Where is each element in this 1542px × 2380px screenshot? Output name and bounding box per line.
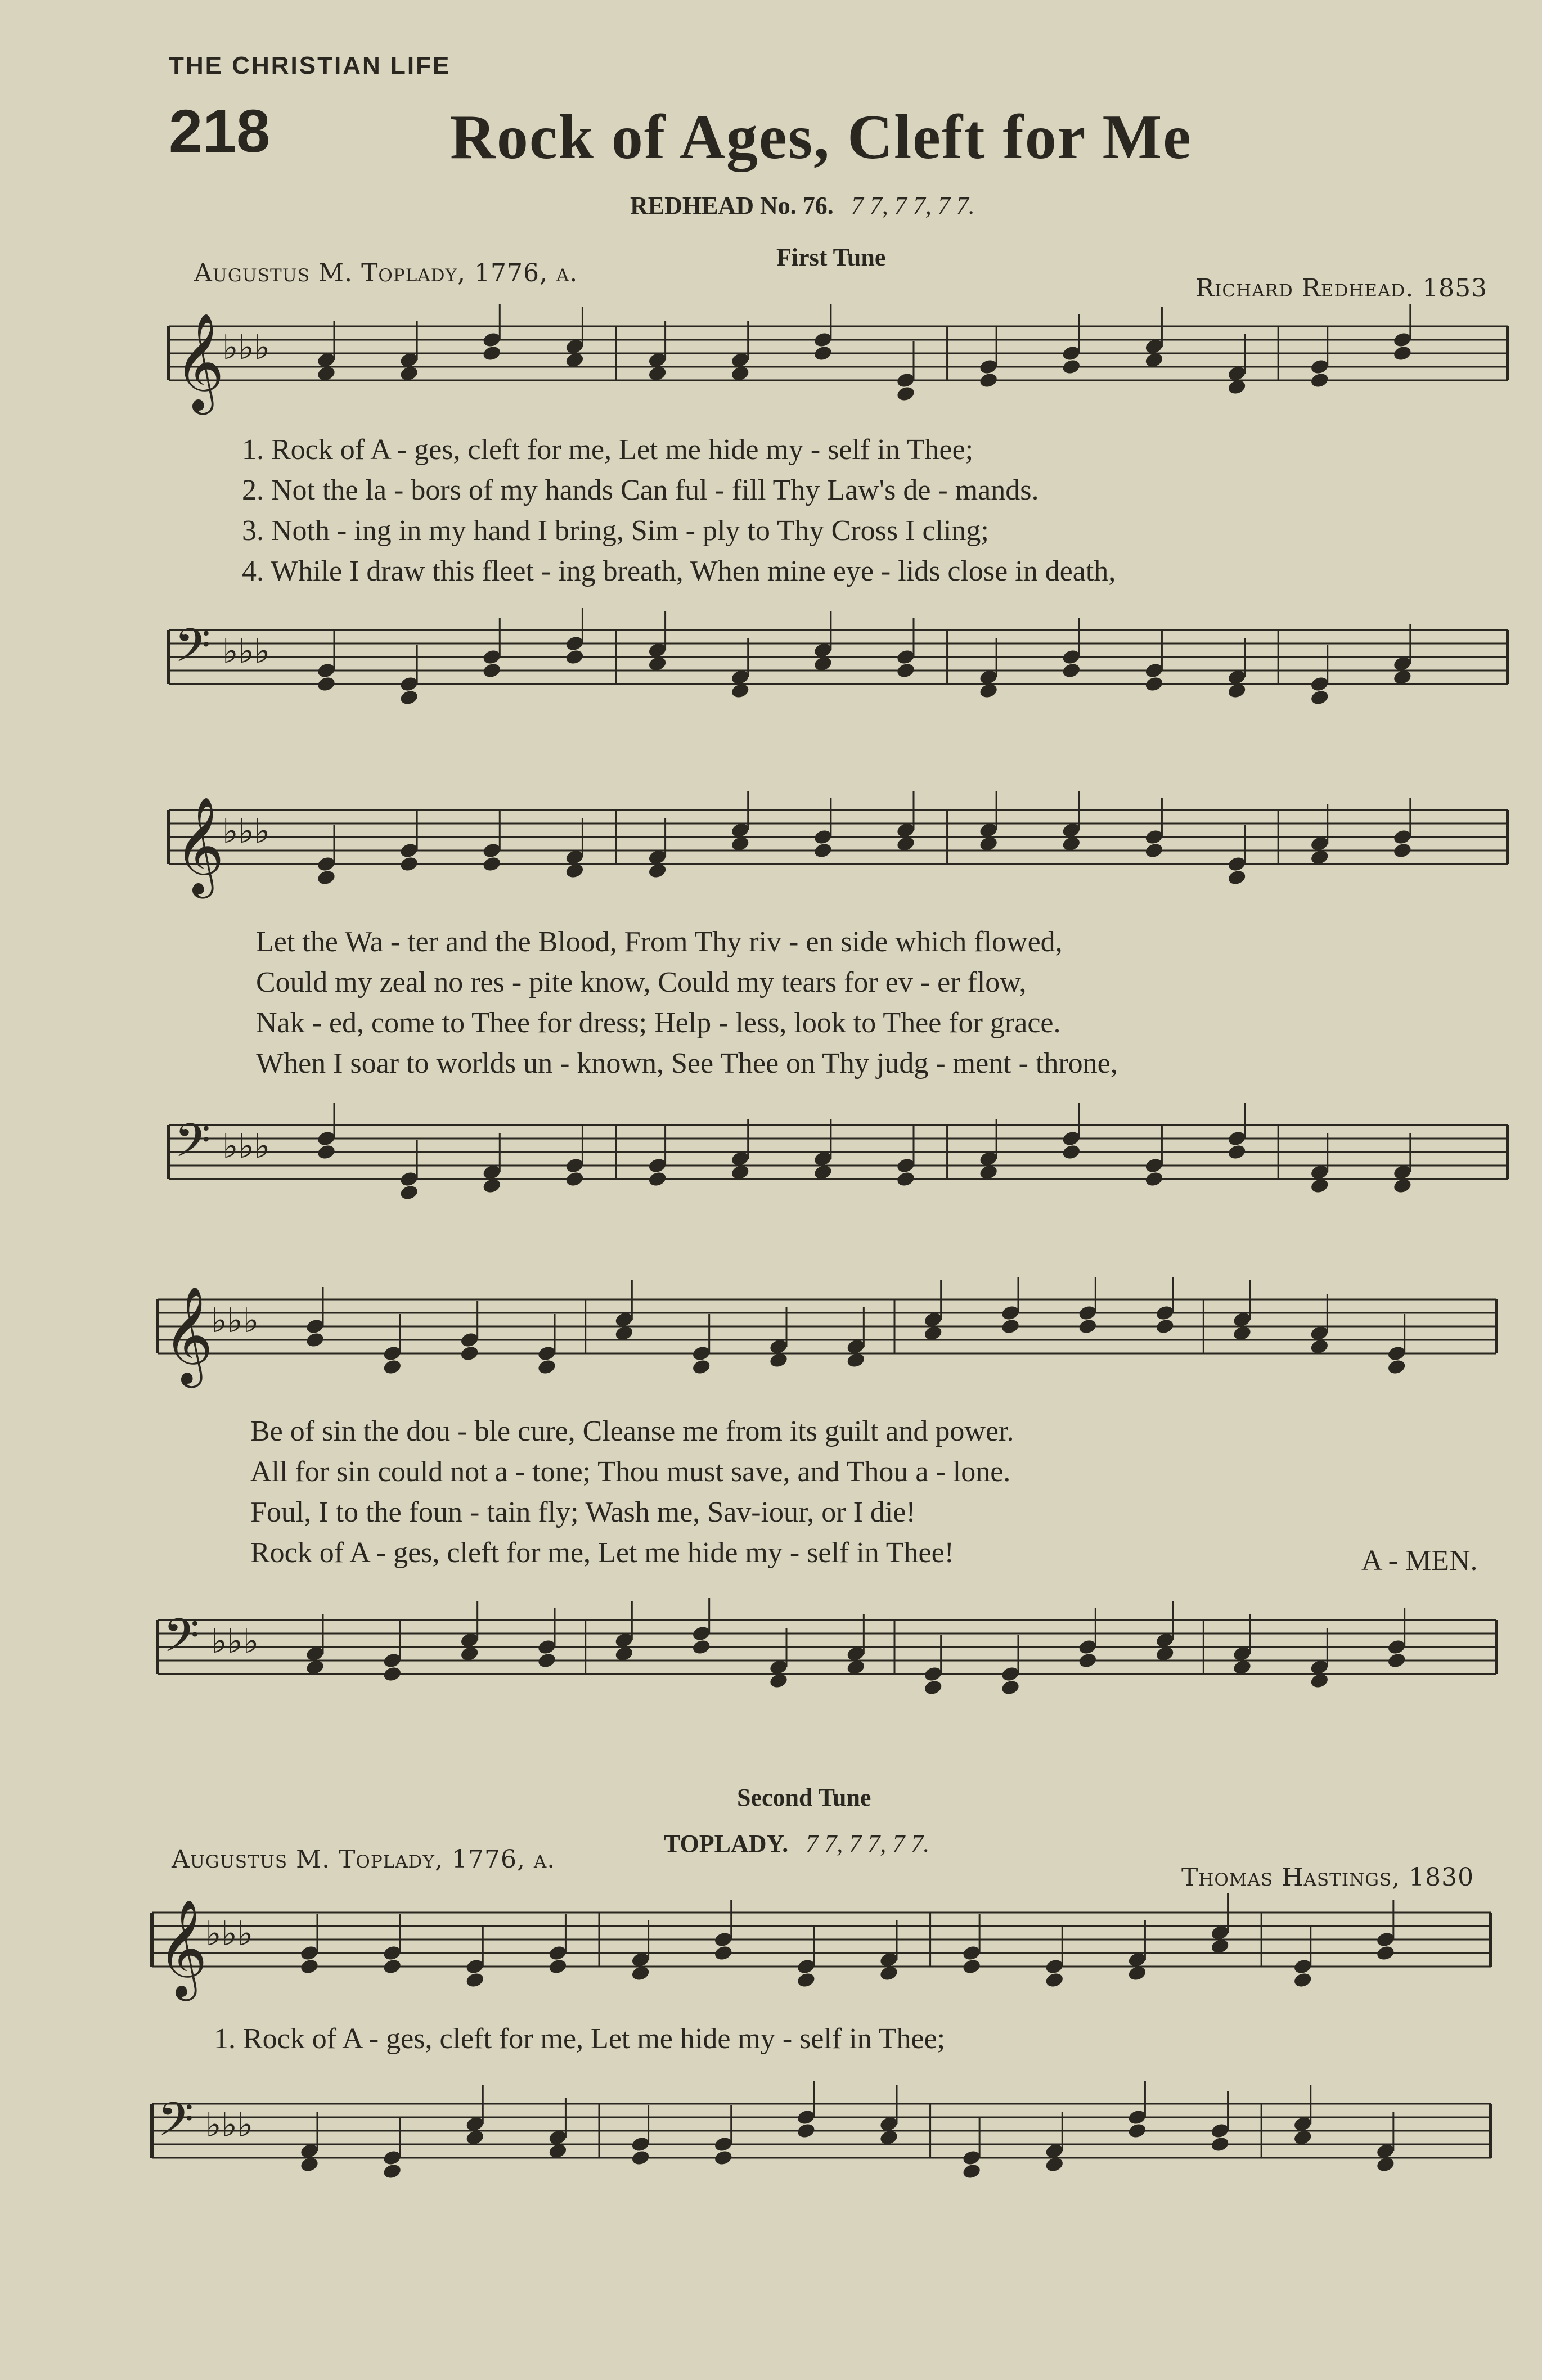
- notehead: [1044, 1972, 1064, 1989]
- notehead: [1310, 372, 1330, 389]
- notehead: [1310, 689, 1330, 707]
- composer-credit: Richard Redhead. 1853: [1195, 274, 1488, 303]
- bass-staff-2: [158, 1103, 1530, 1215]
- notehead: [1227, 1144, 1247, 1161]
- notehead: [896, 1171, 916, 1188]
- verse-4-line-1: 4. While I draw this fleet - ing breath, When mine eye - lids close in death,: [242, 555, 1116, 587]
- notehead: [1077, 1318, 1098, 1335]
- second-composer-credit: Thomas Hastings, 1830: [1181, 1863, 1474, 1892]
- treble-clef-icon: 𝄞: [163, 1286, 213, 1384]
- hymn-number: 218: [169, 97, 271, 165]
- key-signature-icon: ♭♭♭: [222, 328, 270, 367]
- verse-2-line-3: All for sin could not a - tone; Thou must save, and Thou a - lone.: [250, 1456, 1011, 1488]
- verse-3-line-3: Foul, I to the foun - tain fly; Wash me, Sav-iour, or I die!: [250, 1496, 916, 1528]
- second-meter: 7 7, 7 7, 7 7.: [806, 1830, 930, 1857]
- notehead: [648, 1171, 668, 1188]
- notehead: [316, 869, 336, 887]
- notehead: [1127, 2122, 1148, 2140]
- key-signature-icon: ♭♭♭: [222, 1127, 270, 1166]
- treble-staff-3: [146, 1277, 1519, 1389]
- key-signature-icon: ♭♭♭: [222, 812, 270, 851]
- notehead: [382, 1958, 402, 1976]
- notehead: [316, 1144, 336, 1161]
- notehead: [813, 842, 833, 860]
- first-tune-label: First Tune: [776, 244, 886, 271]
- author-credit: Augustus M. Toplady, 1776, a.: [194, 259, 578, 287]
- bass-staff-1: [158, 608, 1530, 720]
- notehead: [1000, 1679, 1020, 1697]
- key-signature-icon: ♭♭♭: [205, 1914, 253, 1954]
- notehead: [460, 1345, 480, 1362]
- bass-staff-3: [146, 1598, 1519, 1710]
- notehead: [1144, 842, 1165, 860]
- notehead: [548, 1958, 568, 1976]
- notehead: [923, 1679, 943, 1697]
- notehead: [465, 1972, 485, 1989]
- treble-clef-icon: 𝄞: [174, 797, 224, 894]
- verse-2-line-2: Could my zeal no res - pite know, Could my tears for ev - er flow,: [256, 966, 1027, 998]
- notehead: [565, 1171, 585, 1188]
- treble-clef-icon: 𝄞: [174, 313, 224, 411]
- verse-4-line-2: When I soar to worlds un - known, See Thee on Thy judg - ment - throne,: [256, 1047, 1118, 1079]
- verse-4-line-3: Rock of A - ges, cleft for me, Let me hide my - self in Thee!: [250, 1537, 954, 1569]
- verse-2-line-1: 2. Not the la - bors of my hands Can ful - fill Thy Law's de - mands.: [242, 474, 1039, 506]
- notehead: [896, 662, 916, 680]
- notehead: [1392, 345, 1413, 362]
- second-author-credit: Augustus M. Toplady, 1776, a.: [172, 1845, 556, 1874]
- notehead: [1000, 1318, 1020, 1335]
- notehead: [1227, 869, 1247, 887]
- notehead: [305, 1331, 325, 1349]
- notehead: [713, 1945, 734, 1962]
- notehead: [565, 649, 585, 666]
- section-heading: THE CHRISTIAN LIFE: [169, 52, 451, 79]
- notehead: [399, 689, 419, 707]
- notehead: [1155, 1318, 1175, 1335]
- notehead: [1387, 1358, 1407, 1376]
- bass-clef-icon: 𝄢: [163, 1608, 200, 1674]
- second-verse-1-line-1: 1. Rock of A - ges, cleft for me, Let me hide my - self in Thee;: [214, 2023, 946, 2055]
- verse-3-line-2: Nak - ed, come to Thee for dress; Help - less, look to Thee for grace.: [256, 1007, 1061, 1039]
- notehead: [691, 1639, 712, 1656]
- notehead: [1293, 1972, 1313, 1989]
- notehead: [399, 1184, 419, 1202]
- verse-1-line-1: 1. Rock of A - ges, cleft for me, Let me hide my - self in Thee;: [242, 434, 974, 466]
- notehead: [1210, 2136, 1230, 2153]
- notehead: [537, 1652, 557, 1670]
- notehead: [382, 2163, 402, 2180]
- notehead: [813, 345, 833, 362]
- notehead: [1077, 1652, 1098, 1670]
- bass-clef-icon: 𝄢: [174, 1113, 211, 1179]
- key-signature-icon: ♭♭♭: [211, 1622, 259, 1661]
- notehead: [1392, 842, 1413, 860]
- notehead: [796, 1972, 816, 1989]
- notehead: [1387, 1652, 1407, 1670]
- notehead: [691, 1358, 712, 1376]
- verse-1-line-3: Be of sin the dou - ble cure, Cleanse me from its guilt and power.: [250, 1415, 1014, 1447]
- tune-name: [630, 191, 975, 220]
- meter: 7 7, 7 7, 7 7.: [851, 192, 975, 219]
- notehead: [1144, 676, 1165, 693]
- key-signature-icon: ♭♭♭: [211, 1301, 259, 1340]
- notehead: [482, 662, 502, 680]
- amen: A - MEN.: [1361, 1545, 1478, 1577]
- notehead: [382, 1666, 402, 1683]
- notehead: [1061, 1144, 1081, 1161]
- second-tune-label: Second Tune: [737, 1784, 871, 1811]
- notehead: [1375, 1945, 1396, 1962]
- notehead: [1061, 358, 1081, 376]
- treble-clef-icon: 𝄞: [158, 1899, 208, 1997]
- notehead: [978, 372, 999, 389]
- key-signature-icon: ♭♭♭: [205, 2105, 253, 2145]
- notehead: [299, 1958, 320, 1976]
- notehead: [631, 2149, 651, 2167]
- notehead: [796, 2122, 816, 2140]
- bass-clef-icon: 𝄢: [158, 2092, 194, 2158]
- bass-staff-4: [141, 2081, 1513, 2194]
- second-tune-name: [664, 1829, 929, 1858]
- notehead: [316, 676, 336, 693]
- hymn-title: Rock of Ages, Cleft for Me: [450, 102, 1192, 172]
- notehead: [961, 1958, 982, 1976]
- treble-staff-1: [158, 304, 1530, 416]
- notehead: [482, 345, 502, 362]
- notehead: [482, 856, 502, 873]
- notehead: [1144, 1171, 1165, 1188]
- notehead: [399, 856, 419, 873]
- treble-staff-2: [158, 788, 1530, 900]
- tune-name-text: REDHEAD No. 76.: [630, 192, 834, 219]
- verse-1-line-2: Let the Wa - ter and the Blood, From Thy riv - en side which flowed,: [256, 926, 1063, 958]
- treble-staff-4: [141, 1890, 1513, 2003]
- second-tune-name-text: TOPLADY.: [664, 1830, 789, 1857]
- notehead: [961, 2163, 982, 2180]
- notehead: [713, 2149, 734, 2167]
- notehead: [1061, 662, 1081, 680]
- notehead: [537, 1358, 557, 1376]
- notehead: [896, 385, 916, 403]
- notehead: [382, 1358, 402, 1376]
- bass-clef-icon: 𝄢: [174, 618, 211, 684]
- key-signature-icon: ♭♭♭: [222, 632, 270, 671]
- verse-3-line-1: 3. Noth - ing in my hand I bring, Sim - ply to Thy Cross I cling;: [242, 515, 989, 547]
